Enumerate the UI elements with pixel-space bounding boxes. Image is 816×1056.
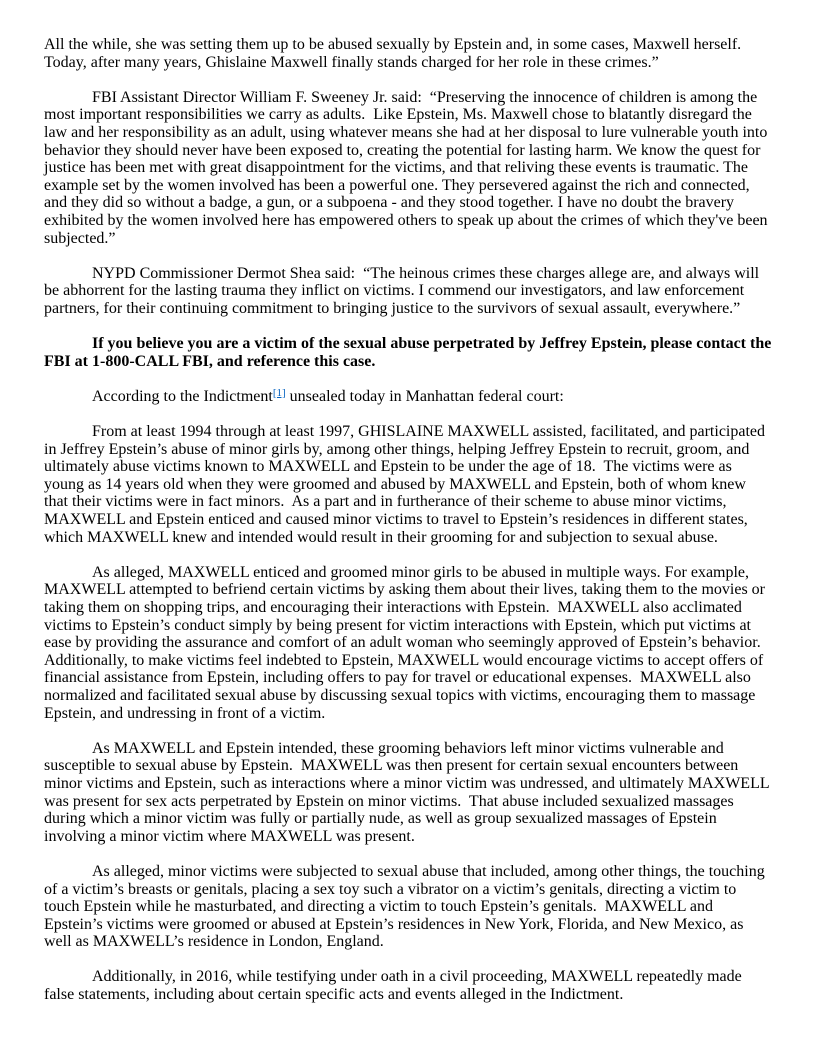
- allegations-timeline-paragraph: From at least 1994 through at least 1997, GHISLAINE MAXWELL assisted, facilitated, and participated in Jeffrey Epstein’s abuse of minor girls by, among other things, helping Jeffrey Epstein to recruit, groom, and ultimately abuse victims known to MAXWELL and Epstein to be under the age of 18. The victims were as young as 14 years old when they were groomed and abused by MAXWELL and Epstein, both of whom knew that their victims were in fact minors. As a part and in furtherance of their scheme to abuse minor victims, MAXWELL and Epstein enticed and caused minor victims to travel to Epstein’s residences in different states, which MAXWELL knew and intended would result in their grooming for and subjection to sexual abuse.: [44, 423, 770, 546]
- footnote-1-link[interactable]: [1]: [272, 386, 286, 399]
- continuation-quote-paragraph: All the while, she was setting them up to be abused sexually by Epstein and, in some cases, Maxwell herself. Today, after many years, Ghislaine Maxwell finally stands charged for her role in these crimes.”: [44, 36, 745, 71]
- indictment-intro-text-before: According to the Indictment: [92, 387, 273, 405]
- victim-contact-notice: If you believe you are a victim of the sexual abuse perpetrated by Jeffrey Epstein, please contact the FBI at 1-800-CALL FBI, and reference this case.: [44, 335, 776, 370]
- nypd-statement-paragraph: NYPD Commissioner Dermot Shea said: “The heinous crimes these charges allege are, and always will be abhorrent for the lasting trauma they inflict on victims. I commend our investigators, and law enforcement partners, for their continuing commitment to bringing justice to the survivors of sexual assault, everywhere.”: [44, 264, 764, 317]
- fbi-statement-paragraph: FBI Assistant Director William F. Sweeney Jr. said: “Preserving the innocence of children is among the most important responsibilities we carry as adults. Like Epstein, Ms. Maxwell chose to blatantly disregard the law and her responsibility as an adult, using whatever means she had at her disposal to lure vulnerable youth into behavior they should never have been exposed to, creating the potential for lasting harm. We know the quest for justice has been met with great disappointment for the victims, and that reliving these events is traumatic. The example set by the women involved has been a powerful one. They persevered against the rich and connected, and they did so without a badge, a gun, or a subpoena - and they stood together. I have no doubt the bravery exhibited by the women involved here has empowered others to speak up about the crimes of which they've been subjected.”: [44, 88, 772, 247]
- indictment-intro-paragraph: [44, 388, 772, 406]
- abuse-details-paragraph: As alleged, minor victims were subjected to sexual abuse that included, among other things, the touching of a victim’s breasts or genitals, placing a sex toy such a vibrator on a victim’s genitals, directing a victim to touch Epstein while he masturbated, and directing a victim to touch Epstein’s genitals. MAXWELL and Epstein’s victims were groomed or abused at Epstein’s residences in New York, Florida, and New Mexico, as well as MAXWELL’s residence in London, England.: [44, 862, 769, 951]
- indictment-intro-text-after: unsealed today in Manhattan federal court:: [285, 387, 564, 405]
- false-statements-paragraph: Additionally, in 2016, while testifying under oath in a civil proceeding, MAXWELL repeatedly made false statements, including about certain specific acts and events alleged in the Indictment.: [44, 968, 746, 1004]
- grooming-outcome-paragraph: As MAXWELL and Epstein intended, these grooming behaviors left minor victims vulnerable and susceptible to sexual abuse by Epstein. MAXWELL was then present for certain sexual encounters between minor victims and Epstein, such as interactions where a minor victim was undressed, and ultimately MAXWELL was present for sex acts perpetrated by Epstein on minor victims. That abuse included sexualized massages during which a minor victim was fully or partially nude, as well as group sexualized massages of Epstein involving a minor victim where MAXWELL was present.: [44, 739, 774, 845]
- grooming-methods-paragraph: As alleged, MAXWELL enticed and groomed minor girls to be abused in multiple ways. For example, MAXWELL attempted to befriend certain victims by asking them about their lives, taking them to the movies or taking them on shopping trips, and encouraging their interactions with Epstein. MAXWELL also acclimated victims to Epstein’s conduct simply by being present for victim interactions with Epstein, which put victims at ease by providing the assurance and comfort of an adult woman who seemingly approved of Epstein’s behavior. Additionally, to make victims feel indebted to Epstein, MAXWELL would encourage victims to accept offers of financial assistance from Epstein, including offers to pay for travel or educational expenses. MAXWELL also normalized and facilitated sexual abuse by discussing sexual topics with victims, encouraging them to massage Epstein, and undressing in front of a victim.: [44, 563, 770, 722]
